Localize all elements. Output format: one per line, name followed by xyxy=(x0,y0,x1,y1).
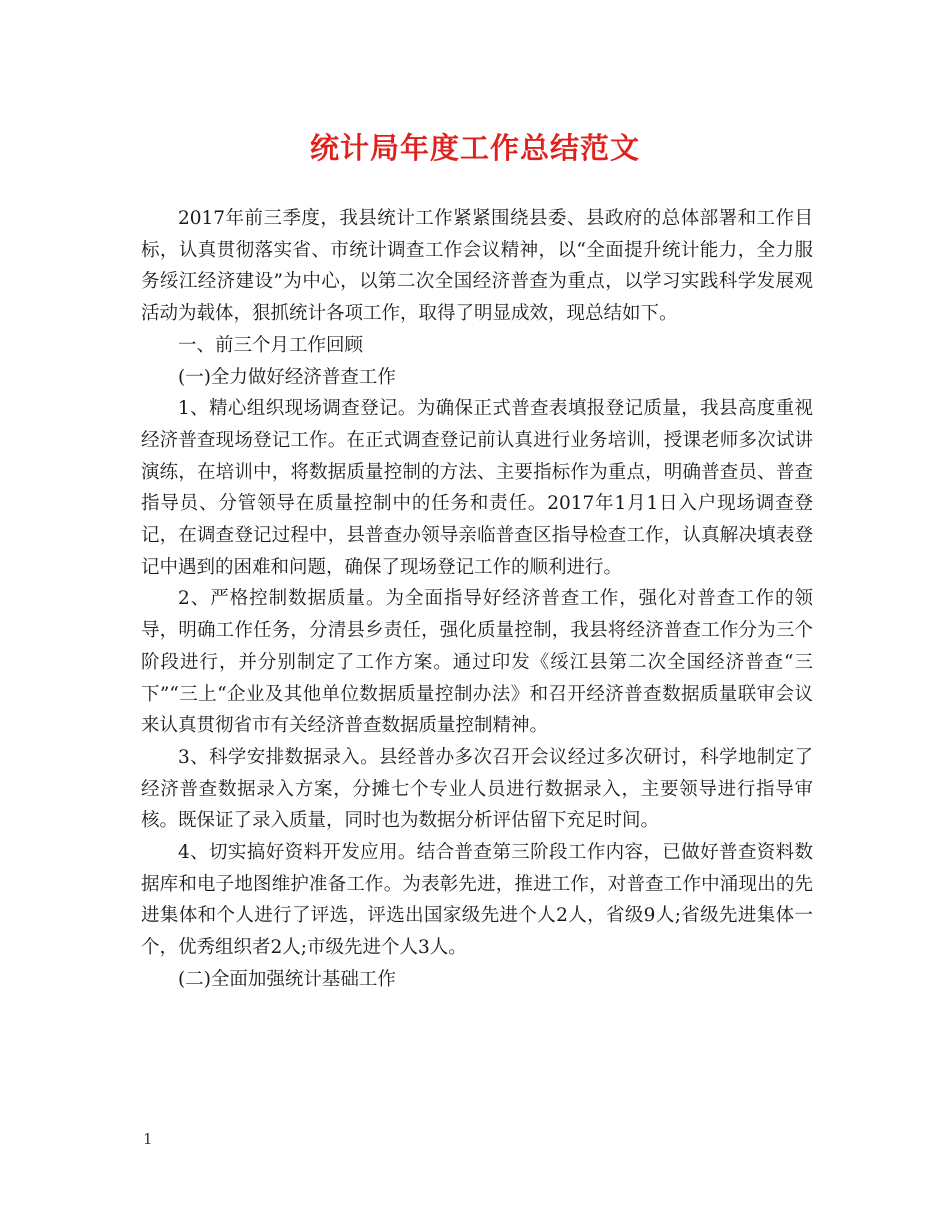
subsection-heading: (二)全面加强统计基础工作 xyxy=(178,968,396,990)
subsection-heading: (一)全力做好经济普查工作 xyxy=(178,366,396,388)
section-heading: 一、前三个月工作回顾 xyxy=(178,334,364,356)
body-paragraph: 2、严格控制数据质量。为全面指导好经济普查工作，强化对普查工作的领导，明确工作任务，分清县乡责任，强化质量控制，我县将经济普查工作分为三个阶段进行，并分别制定了工作方案。通过印发《绥江县第二次全国经济普查“三下”“三上“企业及其他单位数据质量控制办法》和召开经济普查数据质量联审会议来认真贯彻省市有关经济普查数据质量控制精神。 xyxy=(141,588,813,737)
body-paragraph: 3、科学安排数据录入。县经普办多次召开会议经过多次研讨，科学地制定了经济普查数据录入方案，分摊七个专业人员进行数据录入，主要领导进行指导审核。既保证了录入质量，同时也为数据分析评估留下充足时间。 xyxy=(141,746,813,832)
body-paragraph: 1、精心组织现场调查登记。为确保正式普查表填报登记质量，我县高度重视经济普查现场登记工作。在正式调查登记前认真进行业务培训，授课老师多次试讲演练，在培训中，将数据质量控制的方法、主要指标作为重点，明确普查员、普查指导员、分管领导在质量控制中的任务和责任。2017年1月1日入户现场调查登记，在调查登记过程中，县普查办领导亲临普查区指导检查工作，认真解决填表登记中遇到的困难和问题，确保了现场登记工作的顺利进行。 xyxy=(141,398,813,578)
intro-paragraph: 2017年前三季度，我县统计工作紧紧围绕县委、县政府的总体部署和工作目标，认真贯彻落实省、市统计调查工作会议精神，以“全面提升统计能力，全力服务绥江经济建设”为中心，以第二次全国经济普查为重点，以学习实践科学发展观活动为载体，狠抓统计各项工作，取得了明显成效，现总结如下。 xyxy=(141,208,813,325)
document-body xyxy=(141,203,813,996)
document-title: 统计局年度工作总结范文 xyxy=(309,131,640,165)
body-paragraph: 4、切实搞好资料开发应用。结合普查第三阶段工作内容，已做好普查资料数据库和电子地图维护准备工作。为表彰先进，推进工作，对普查工作中涌现出的先进集体和个人进行了评选，评选出国家级先进个人2人，省级9人;省级先进集体一个，优秀组织者2人;市级先进个人3人。 xyxy=(141,842,813,959)
page-number: 1 xyxy=(143,1130,153,1148)
